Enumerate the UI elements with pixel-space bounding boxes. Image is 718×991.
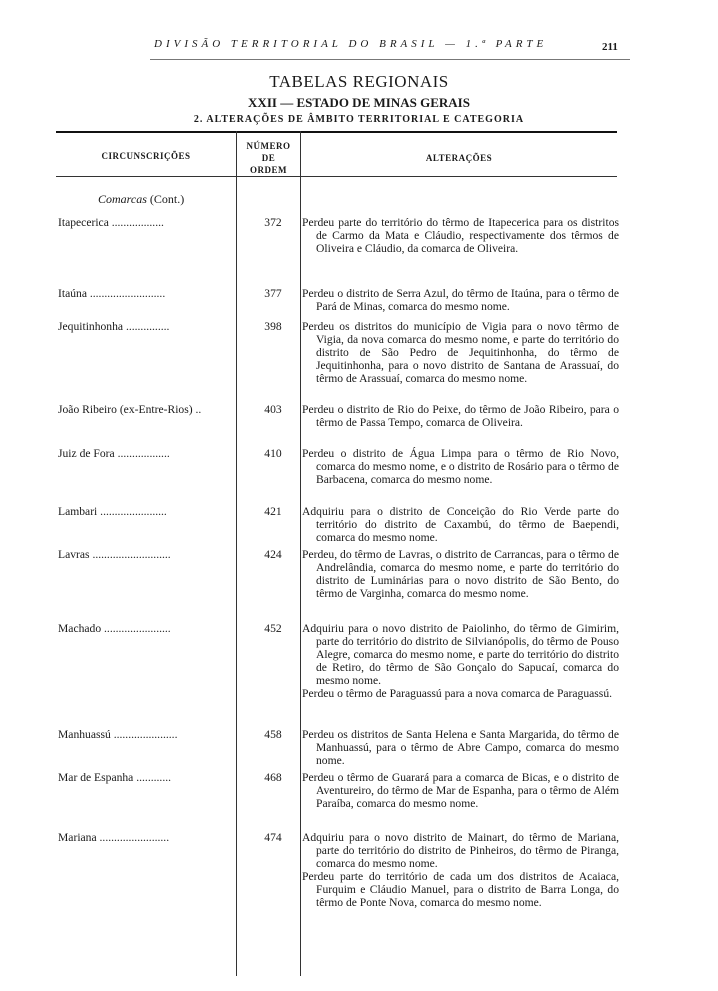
alteracoes-cell — [302, 771, 619, 810]
alteracao-paragraph: Perdeu, do têrmo de Lavras, o distrito de Carrancas, para o têrmo de Andrelândia, comarca do mesmo nome, e parte do território do distrito de Luminárias para o novo distrito de São Bento, do têrmo de Varginha, comarca do mesmo nome. — [302, 548, 619, 600]
circunscricao-name: Itaúna .......................... — [58, 287, 166, 300]
circunscricao-name: Machado ....................... — [58, 622, 171, 635]
alteracao-paragraph: Perdeu o distrito de Rio do Peixe, do têrmo de João Ribeiro, para o têrmo de Passa Tempo, comarca de Oliveira. — [302, 403, 619, 429]
alteracao-paragraph: Perdeu o distrito de Água Limpa para o têrmo de Rio Novo, comarca do mesmo nome, e o distrito de Rosário para o têrmo de Barbacena, comarca do mesmo nome. — [302, 447, 619, 486]
circunscricao-name: Jequitinhonha ............... — [58, 320, 170, 333]
order-number: 377 — [264, 287, 282, 300]
column-header-circunscricoes: CIRCUNSCRIÇÕES — [101, 151, 191, 161]
alteracoes-cell — [302, 505, 619, 544]
order-number: 452 — [264, 622, 282, 635]
order-number: 468 — [264, 771, 282, 784]
column-divider — [300, 131, 301, 976]
section-title: XXII — ESTADO DE MINAS GERAIS — [248, 95, 470, 110]
column-header-numero-line: ORDEM — [250, 165, 287, 175]
alteracao-paragraph: Adquiriu para o novo distrito de Mainart, do têrmo de Mariana, parte do território do distrito de Pinheiros, do têrmo de Piranga, comarca do mesmo nome. — [302, 831, 619, 870]
alteracoes-cell — [302, 447, 619, 486]
page-number: 211 — [602, 41, 618, 53]
subheading-label: Comarcas — [98, 192, 147, 206]
running-header: DIVISÃO TERRITORIAL DO BRASIL — 1.ª PARTE — [154, 38, 548, 50]
order-number: 474 — [264, 831, 282, 844]
order-number: 398 — [264, 320, 282, 333]
order-number: 372 — [264, 216, 282, 229]
alteracao-paragraph: Perdeu parte do território do têrmo de Itapecerica para os distritos de Carmo da Mata e Cláudio, respectivamente dos têrmos de Oliveira e Cláudio, da comarca de Oliveira. — [302, 216, 619, 255]
alteracoes-cell — [302, 287, 619, 313]
circunscricao-name: Juiz de Fora .................. — [58, 447, 170, 460]
column-header-numero — [237, 140, 300, 176]
subheading — [98, 192, 184, 207]
table-top-rule — [56, 131, 617, 133]
alteracao-paragraph: Perdeu o têrmo de Paraguassú para a nova comarca de Paraguassú. — [302, 687, 613, 700]
alteracao-paragraph: Perdeu parte do território de cada um dos distritos de Acaiaca, Furquim e Cláudio Manuel, para o distrito de Barra Longa, do têrmo de Ponte Nova, comarca do mesmo nome. — [302, 870, 619, 909]
order-number: 403 — [264, 403, 282, 416]
alteracoes-cell — [302, 548, 619, 600]
page-title: TABELAS REGIONAIS — [269, 72, 449, 91]
circunscricao-name: Mar de Espanha ............ — [58, 771, 172, 784]
column-header-numero-line: NÚMERO — [246, 141, 291, 151]
subheading-suffix: (Cont.) — [149, 192, 185, 206]
section-subtitle: 2. ALTERAÇÕES DE ÂMBITO TERRITORIAL E CATEGORIA — [193, 114, 525, 125]
alteracao-paragraph: Adquiriu para o distrito de Conceição do Rio Verde parte do território do distrito de Caxambú, do têrmo de Baependi, comarca do mesmo nome. — [302, 505, 619, 544]
column-header-numero-line: DE — [261, 153, 276, 163]
table-header-divider — [56, 176, 617, 177]
alteracoes-cell — [302, 320, 619, 385]
alteracoes-cell — [302, 622, 619, 700]
alteracao-paragraph: Perdeu o distrito de Serra Azul, do têrmo de Itaúna, para o têrmo de Pará de Minas, comarca do mesmo nome. — [302, 287, 619, 313]
alteracoes-cell — [302, 728, 619, 767]
circunscricao-name: Manhuassú ...................... — [58, 728, 178, 741]
alteracao-paragraph: Perdeu os distritos de Santa Helena e Santa Margarida, do têrmo de Manhuassú, para o têrmo de Abre Campo, comarca do mesmo nome. — [302, 728, 619, 767]
circunscricao-name: Mariana ........................ — [58, 831, 170, 844]
order-number: 424 — [264, 548, 282, 561]
alteracoes-cell — [302, 216, 619, 255]
circunscricao-name: Itapecerica .................. — [58, 216, 164, 229]
alteracoes-cell — [302, 831, 619, 909]
circunscricao-name: Lambari ....................... — [58, 505, 167, 518]
circunscricao-name: João Ribeiro (ex-Entre-Rios) .. — [58, 403, 202, 416]
alteracao-paragraph: Perdeu o têrmo de Guarará para a comarca de Bicas, e o distrito de Aventureiro, do têrmo de Mar de Espanha, para o têrmo de Além Paraíba, comarca do mesmo nome. — [302, 771, 619, 810]
alteracao-paragraph: Adquiriu para o novo distrito de Paiolinho, do têrmo de Gimirim, parte do território do distrito de Silvianópolis, do têrmo de Pouso Alegre, comarca do mesmo nome, e parte do território do distrito de Retiro, do têrmo de São Gonçalo do Sapucaí, comarca do mesmo nome. — [302, 622, 619, 687]
column-header-alteracoes: ALTERAÇÕES — [425, 153, 493, 163]
order-number: 421 — [264, 505, 282, 518]
order-number: 410 — [264, 447, 282, 460]
alteracao-paragraph: Perdeu os distritos do município de Vigia para o novo têrmo de Vigia, da nova comarca do mesmo nome, e parte do território do distrito de São Pedro de Jequitinhonha, do têrmo de Jequitinhonha, para o novo distrito de Santana de Arassuaí, do têrmo de Arassuaí, comarca do mesmo nome. — [302, 320, 619, 385]
alteracoes-cell — [302, 403, 619, 429]
order-number: 458 — [264, 728, 282, 741]
circunscricao-name: Lavras ........................... — [58, 548, 171, 561]
header-rule — [150, 59, 630, 60]
